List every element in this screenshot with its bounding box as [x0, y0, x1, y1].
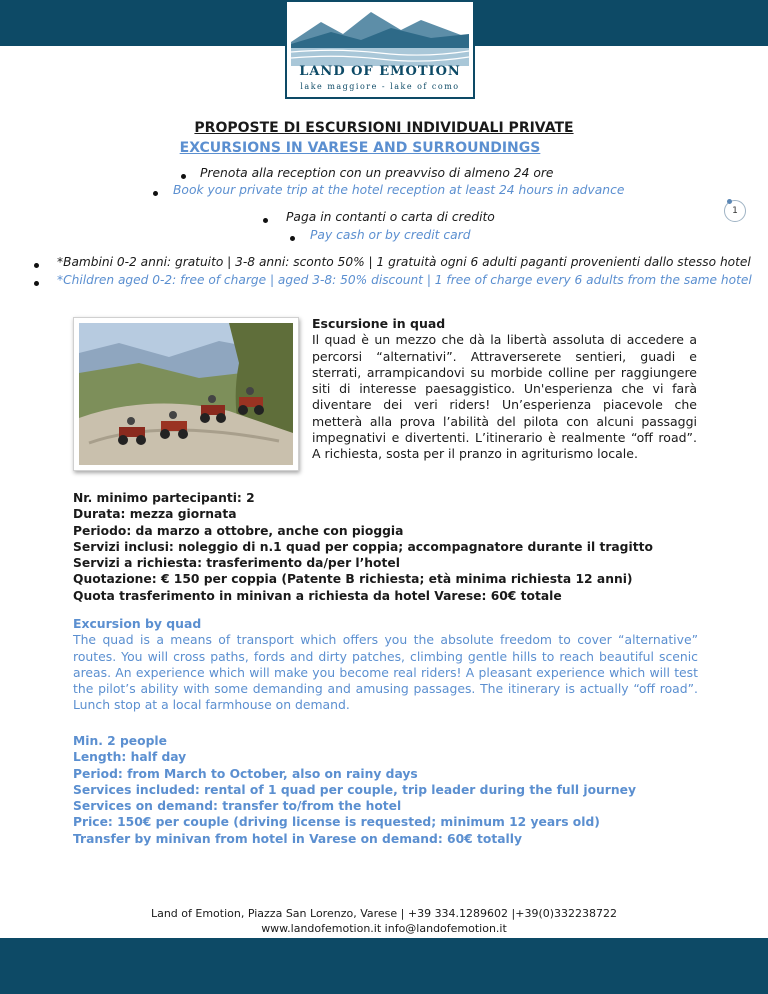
mountain-lake-icon [291, 4, 469, 66]
footer-address: Land of Emotion, Piazza San Lorenzo, Varese | +39 334.1289602 |+39(0)332238722 [150, 907, 618, 920]
spec-item: Length: half day [73, 750, 187, 765]
quad-specs-italian [73, 490, 713, 604]
spec-item: Services included: rental of 1 quad per couple, trip leader during the full journey [73, 782, 636, 797]
spec-item: Price: 150€ per couple (driving license is requested; minimum 12 years old) [73, 815, 600, 830]
spec-item: Durata: mezza giornata [73, 507, 237, 522]
page-number-marker [727, 199, 732, 204]
bullet-icon [34, 263, 39, 268]
footer-contacts: www.landofemotion.it info@landofemotion.it [261, 922, 507, 935]
quad-body-italian: Il quad è un mezzo che dà la libertà assoluta di accedere a percorsi “alternativi”. Attraverserete sentieri, guadi e sterrati, arrampicandovi su morbide colline per raggiungere siti di interesse paesaggistico. Un'esperienza che vi farà diventare dei veri riders! Un’esperienza piacevole che metterà alla prova l’abilità del pilota con alcuni passaggi impegnativi e divertenti. L’itinerario è realmente “off road”. A richiesta, sosta per il pranzo in agriturismo locale. [312, 332, 697, 462]
quad-specs-english [73, 733, 713, 847]
bullet-icon [181, 174, 186, 179]
children-note-italian: *Bambini 0-2 anni: gratuito | 3-8 anni: sconto 50% | 1 gratuità ogni 6 adulti paganti provenienti dallo stesso hotel [57, 255, 751, 269]
quad-riders-image [79, 323, 293, 465]
logo-subtitle: lake maggiore - lake of como [300, 82, 460, 91]
page-number: 1 [724, 200, 746, 222]
quad-heading-english: Excursion by quad [73, 616, 202, 631]
spec-item: Min. 2 people [73, 734, 167, 748]
bullet-icon [263, 218, 268, 223]
spec-item: Period: from March to October, also on rainy days [73, 766, 418, 781]
booking-note-italian: Prenota alla reception con un preavviso di almeno 24 ore [200, 166, 554, 180]
bullet-icon [153, 191, 158, 196]
booking-note-english: Book your private trip at the hotel reception at least 24 hours in advance [173, 183, 625, 197]
land-of-emotion-logo [285, 0, 475, 99]
page-title-english: EXCURSIONS IN VARESE AND SURROUNDINGS [179, 140, 541, 156]
quad-photo [73, 317, 299, 471]
payment-note-english: Pay cash or by credit card [310, 228, 471, 242]
spec-item: Services on demand: transfer to/from the hotel [73, 799, 402, 814]
children-note-english: *Children aged 0-2: free of charge | aged 3-8: 50% discount | 1 free of charge every 6 adults from the same hotel [57, 273, 752, 287]
spec-item: Servizi inclusi: noleggio di n.1 quad per coppia; accompagnatore durante il tragitto [73, 539, 653, 554]
spec-item: Periodo: da marzo a ottobre, anche con pioggia [73, 523, 404, 538]
spec-item: Quota trasferimento in minivan a richiesta da hotel Varese: 60€ totale [73, 588, 562, 603]
spec-item: Nr. minimo partecipanti: 2 [73, 491, 255, 505]
logo-title: LAND OF EMOTION [299, 64, 461, 79]
quad-description-english [73, 616, 698, 714]
spec-item: Quotazione: € 150 per coppia (Patente B richiesta; età minima richiesta 12 anni) [73, 572, 633, 587]
spec-item: Servizi a richiesta: trasferimento da/per l’hotel [73, 556, 400, 571]
page-title-italian: PROPOSTE DI ESCURSIONI INDIVIDUALI PRIVATE [194, 120, 574, 136]
bullet-icon [34, 281, 39, 286]
footer-band [0, 938, 768, 994]
quad-body-english: The quad is a means of transport which offers you the absolute freedom to cover “alternative” routes. You will cross paths, fords and dirty patches, climbing gentle hills to reach beautiful scenic areas. An experience which will make you become real riders! A pleasant experience which will test the pilot’s ability with some demanding and amusing passages. The itinerary is actually “off road”. Lunch stop at a local farmhouse on demand. [73, 632, 698, 713]
payment-note-italian: Paga in contanti o carta di credito [286, 210, 495, 224]
quad-heading-italian: Escursione in quad [312, 316, 446, 331]
spec-item: Transfer by minivan from hotel in Varese on demand: 60€ totally [73, 831, 522, 846]
quad-description-italian [312, 316, 697, 463]
bullet-icon [290, 236, 295, 241]
